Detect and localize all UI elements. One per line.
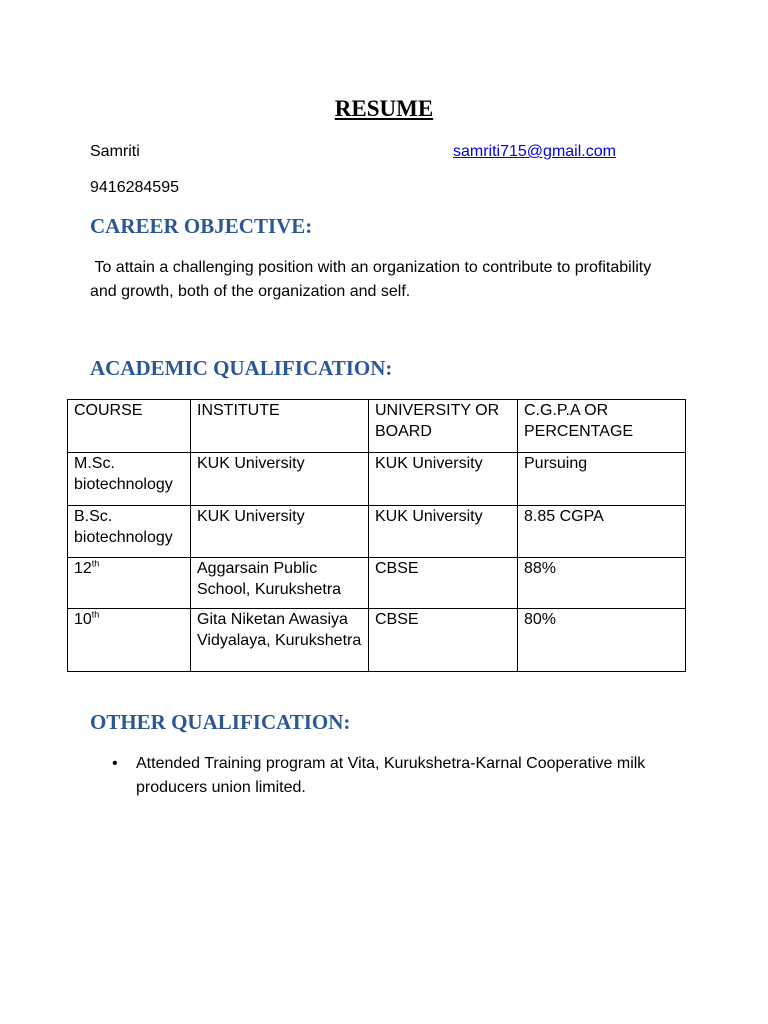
career-objective-text: To attain a challenging position with an organization to contribute to profitability and growth, both of the organization and self. bbox=[90, 259, 656, 300]
course-text: M.Sc. biotechnology bbox=[74, 455, 173, 493]
other-qualification-list bbox=[108, 752, 696, 800]
bullet-icon: • bbox=[112, 755, 118, 772]
score-cell: 8.85 CGPA bbox=[518, 506, 686, 558]
list-item-text: Attended Training program at Vita, Kurukshetra-Karnal Cooperative milk producers union limited. bbox=[136, 755, 646, 796]
phone-number: 9416284595 bbox=[90, 179, 179, 196]
column-header-university-or-board: UNIVERSITY OR BOARD bbox=[369, 400, 518, 453]
page-title: RESUME bbox=[334, 96, 434, 121]
email-link[interactable]: samriti715@gmail.com bbox=[453, 143, 616, 160]
board-cell: KUK University bbox=[369, 453, 518, 506]
table-row bbox=[68, 453, 686, 506]
course-text: 10 bbox=[74, 611, 92, 628]
score-cell: 88% bbox=[518, 558, 686, 609]
board-cell: KUK University bbox=[369, 506, 518, 558]
academic-qualification-heading: ACADEMIC QUALIFICATION: bbox=[90, 356, 393, 380]
column-header-cgpa-or-percentage: C.G.P.A OR PERCENTAGE bbox=[518, 400, 686, 453]
institute-cell: KUK University bbox=[191, 506, 369, 558]
table-row bbox=[68, 558, 686, 609]
board-cell: CBSE bbox=[369, 609, 518, 672]
column-header-course: COURSE bbox=[68, 400, 191, 453]
institute-cell: Aggarsain Public School, Kurukshetra bbox=[191, 558, 369, 609]
table-row bbox=[68, 506, 686, 558]
other-qualification-heading: OTHER QUALIFICATION: bbox=[90, 710, 351, 734]
score-cell: 80% bbox=[518, 609, 686, 672]
institute-cell: KUK University bbox=[191, 453, 369, 506]
course-text: 12 bbox=[74, 560, 92, 577]
academic-qualification-table bbox=[67, 399, 686, 672]
course-cell bbox=[68, 453, 191, 506]
career-objective-heading: CAREER OBJECTIVE: bbox=[90, 214, 313, 238]
candidate-name: Samriti bbox=[90, 143, 140, 160]
board-cell: CBSE bbox=[369, 558, 518, 609]
table-header-row bbox=[68, 400, 686, 453]
course-superscript: th bbox=[91, 558, 100, 569]
course-text: B.Sc. biotechnology bbox=[74, 508, 173, 546]
list-item bbox=[112, 752, 696, 800]
course-cell bbox=[68, 506, 191, 558]
course-cell bbox=[68, 609, 191, 672]
table-row bbox=[68, 609, 686, 672]
institute-cell: Gita Niketan Awasiya Vidyalaya, Kurukshetra bbox=[191, 609, 369, 672]
course-superscript: th bbox=[91, 609, 100, 620]
course-cell bbox=[68, 558, 191, 609]
score-cell: Pursuing bbox=[518, 453, 686, 506]
column-header-institute: INSTITUTE bbox=[191, 400, 369, 453]
